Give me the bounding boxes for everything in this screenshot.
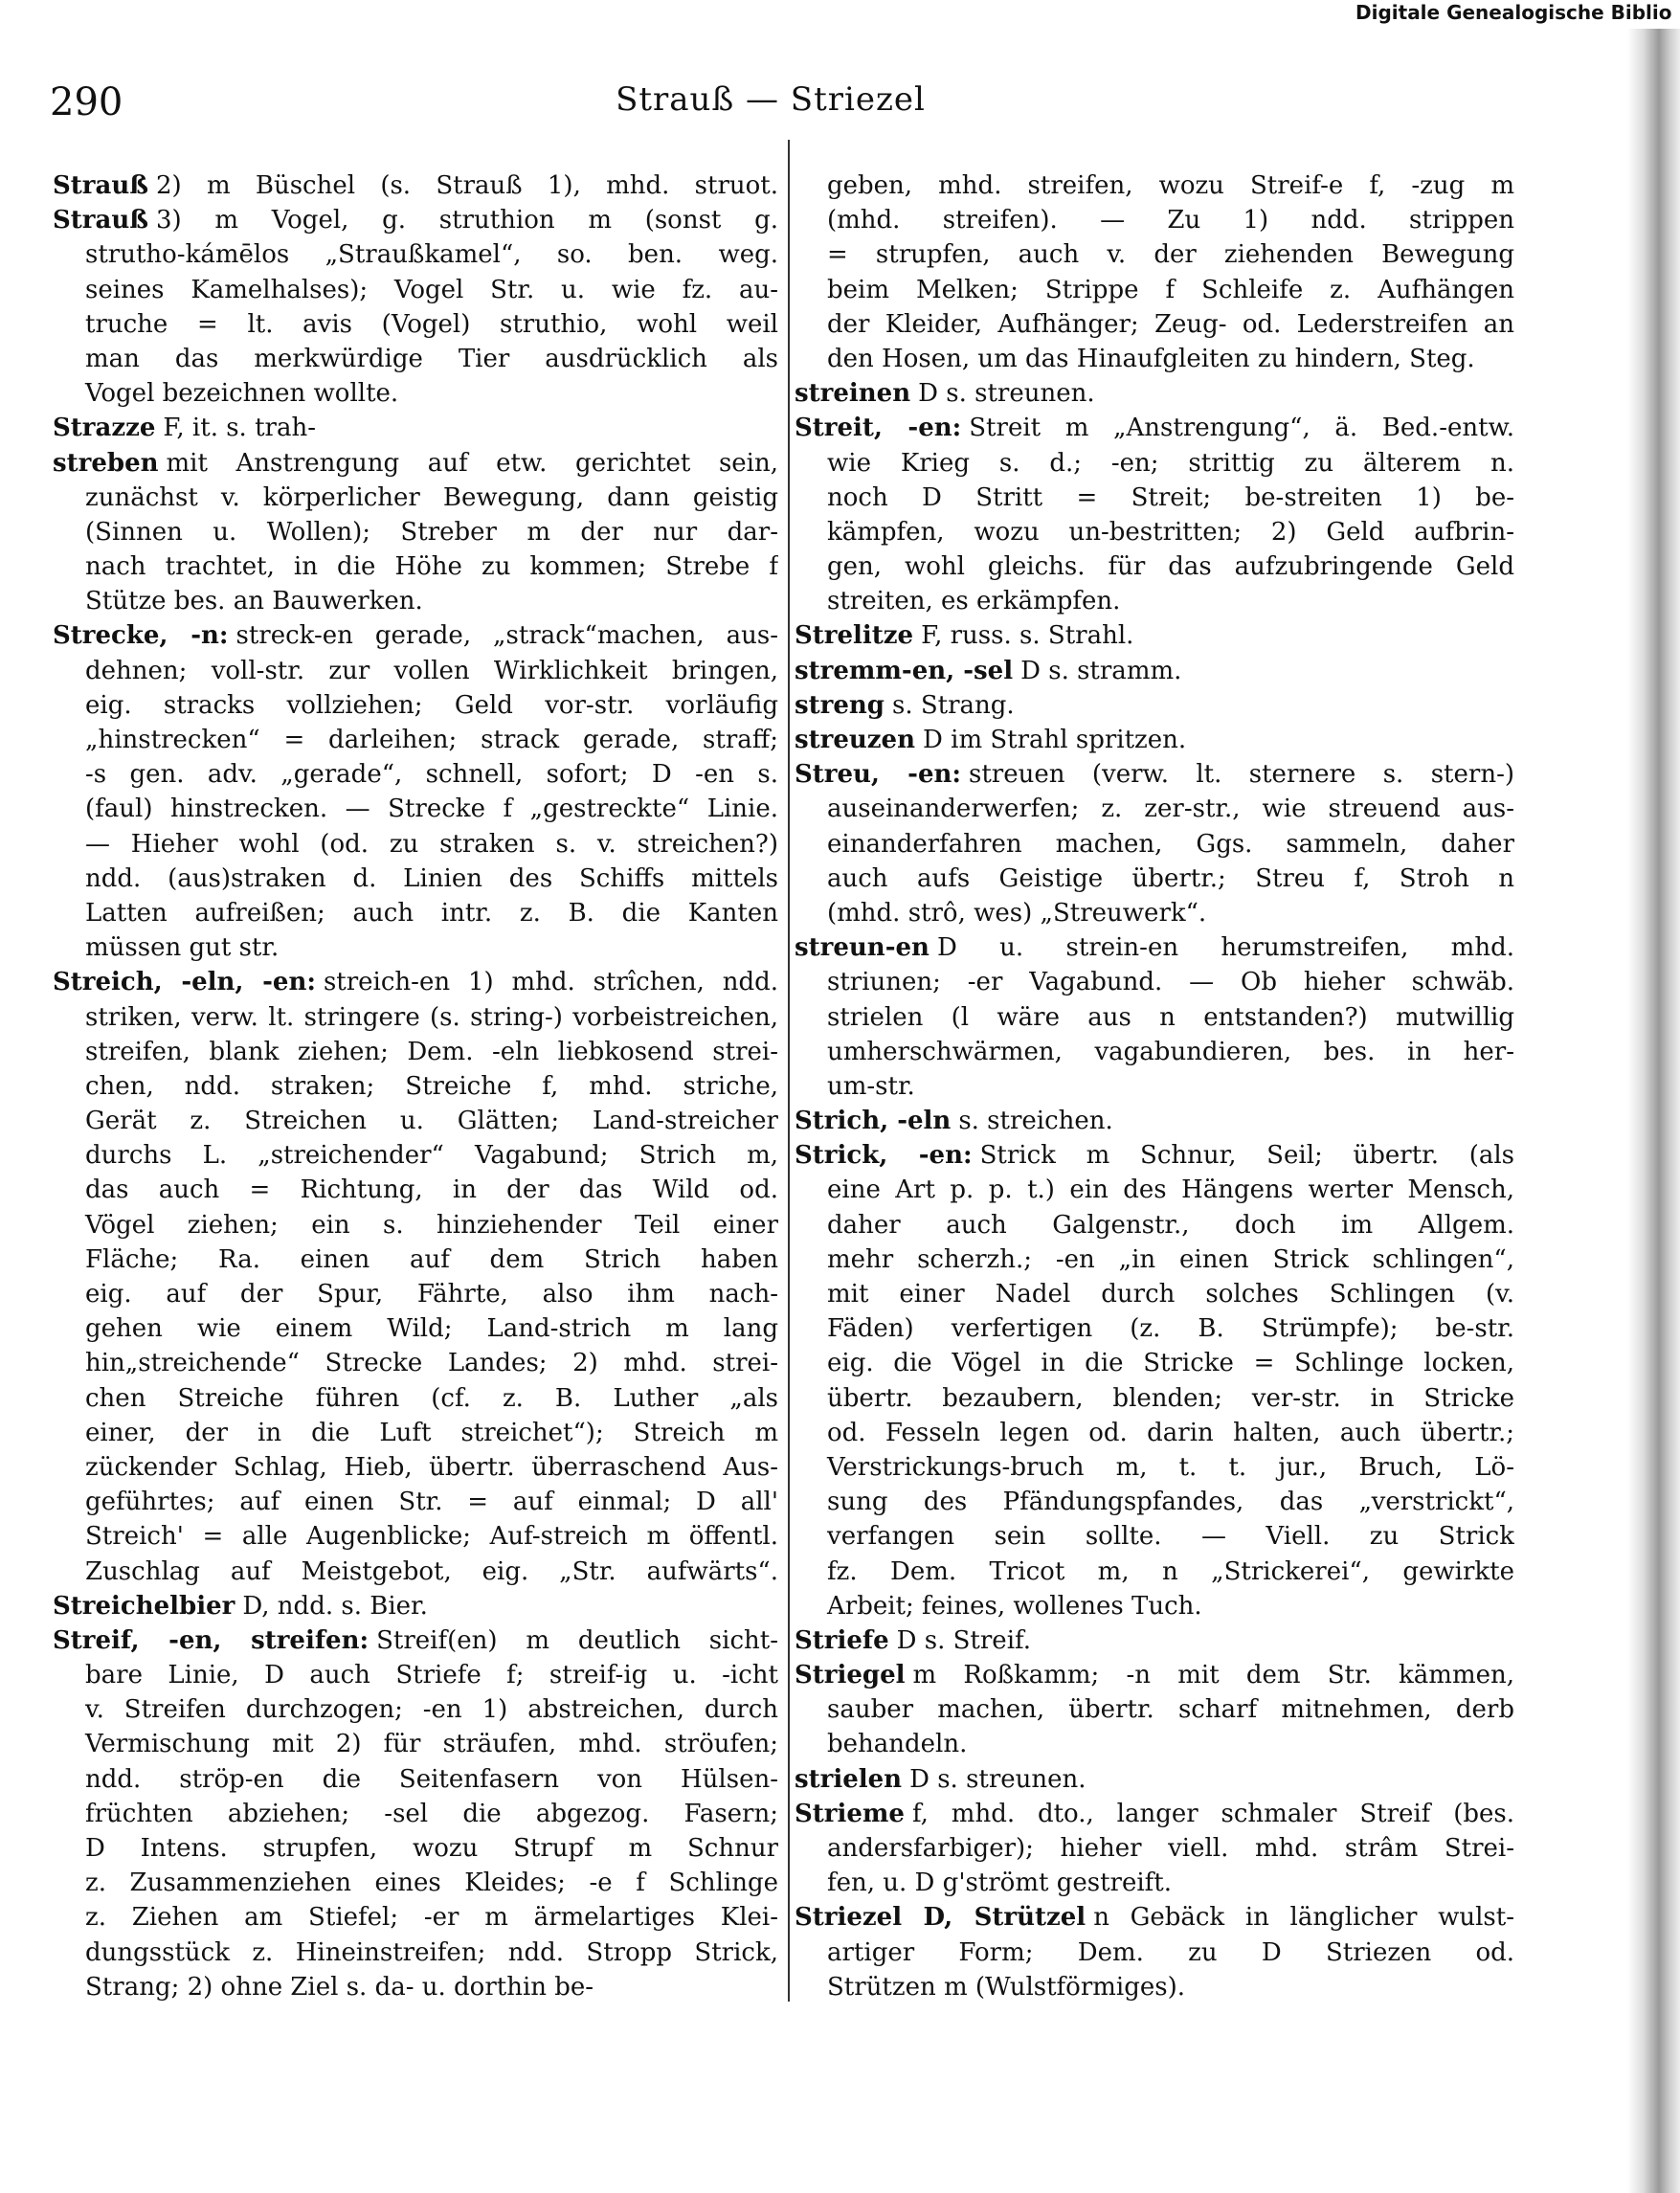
entry-text: gen, wohl gleichs. für das aufzubringende Geld xyxy=(827,552,1514,582)
headword: Strelitze xyxy=(795,621,914,651)
entry-text: n Gebäck in länglicher wulst- xyxy=(1093,1903,1514,1933)
entry-text: streuen (verw. lt. sternere s. stern-) xyxy=(969,760,1514,790)
dictionary-text-line xyxy=(795,307,1514,342)
entry-text: auch aufs Geistige übertr.; Streu f, Stroh n xyxy=(827,863,1514,893)
entry-text: Vögel ziehen; ein s. hinziehender Teil einer xyxy=(85,1210,778,1240)
entry-text: kämpfen, wozu un-bestritten; 2) Geld aufbrin- xyxy=(827,517,1514,547)
headword: Strick, -en: xyxy=(795,1141,973,1171)
headword: Striezel D, Strützel xyxy=(795,1903,1086,1933)
dictionary-text-line xyxy=(53,1762,778,1797)
entry-text: Vermischung mit 2) für sträufen, mhd. ströufen; xyxy=(85,1730,778,1759)
entry-text: sauber machen, übertr. scharf mitnehmen, derb xyxy=(827,1695,1514,1725)
dictionary-text-line xyxy=(53,515,778,549)
dictionary-entry-line xyxy=(795,723,1514,757)
entry-text: m Roßkamm; -n mit dem Str. kämmen, xyxy=(912,1661,1514,1690)
entry-text: (mhd. strô, wes) „Streuwerk“. xyxy=(827,898,1207,928)
dictionary-text-line xyxy=(795,1346,1514,1380)
dictionary-text-line xyxy=(795,1970,1514,2004)
dictionary-entry-line xyxy=(795,688,1514,723)
dictionary-text-line xyxy=(53,1692,778,1727)
entry-text: -s gen. adv. „gerade“, schnell, sofort; D -en s. xyxy=(85,760,778,790)
entry-text: mehr scherzh.; -en „in einen Strick schlingen“, xyxy=(827,1244,1514,1274)
headword: Striegel xyxy=(795,1661,906,1690)
entry-text: streiten, es erkämpfen. xyxy=(827,587,1121,616)
entry-text: strutho-kámēlos „Straußkamel“, so. ben. weg. xyxy=(85,240,778,270)
entry-text: ndd. (aus)straken d. Linien des Schiffs mittels xyxy=(85,863,778,893)
entry-text: umherschwärmen, vagabundieren, bes. in her- xyxy=(827,1037,1514,1066)
dictionary-entry-line xyxy=(53,168,778,203)
entry-text: v. Streifen durchzogen; -en 1) abstreichen, durch xyxy=(85,1695,778,1725)
dictionary-text-line xyxy=(53,1970,778,2004)
entry-text: Zuschlag auf Meistgebot, eig. „Str. aufwärts“. xyxy=(85,1556,778,1586)
dictionary-text-line xyxy=(53,1277,778,1311)
entry-text: einanderfahren machen, Ggs. sammeln, daher xyxy=(827,829,1514,859)
entry-text: Strick m Schnur, Seil; übertr. (als xyxy=(979,1141,1514,1171)
dictionary-text-line xyxy=(53,1727,778,1761)
dictionary-text-line xyxy=(795,862,1514,896)
dictionary-text-line xyxy=(53,1173,778,1207)
entry-text: od. Fesseln legen od. darin halten, auch übertr.; xyxy=(827,1418,1514,1447)
dictionary-entry-line xyxy=(795,930,1514,965)
dictionary-text-line xyxy=(53,688,778,723)
dictionary-entry-line xyxy=(795,618,1514,653)
dictionary-entry-line xyxy=(795,1658,1514,1692)
dictionary-text-line xyxy=(795,1173,1514,1207)
entry-text: wie Krieg s. d.; -en; strittig zu älterem n. xyxy=(827,448,1514,478)
dictionary-text-line xyxy=(795,1727,1514,1761)
dictionary-text-line xyxy=(795,1416,1514,1450)
dictionary-text-line xyxy=(53,896,778,930)
dictionary-entry-line xyxy=(795,1797,1514,1831)
dictionary-text-line xyxy=(795,584,1514,618)
dictionary-text-line xyxy=(53,1346,778,1380)
entry-text: der Kleider, Aufhänger; Zeug- od. Lederstreifen an xyxy=(827,309,1514,339)
dictionary-text-line xyxy=(795,1450,1514,1485)
dictionary-text-line xyxy=(795,1000,1514,1035)
dictionary-text-line xyxy=(795,237,1514,272)
entry-text: bare Linie, D auch Striefe f; streif-ig u. -icht xyxy=(85,1661,778,1690)
entry-text: eig. auf der Spur, Fährte, also ihm nach- xyxy=(85,1280,778,1309)
dictionary-text-line xyxy=(795,1381,1514,1416)
entry-text: Vogel bezeichnen wollte. xyxy=(85,379,399,409)
dictionary-entry-line xyxy=(53,411,778,445)
entry-text: mit Anstrengung auf etw. gerichtet sein, xyxy=(166,448,778,478)
dictionary-text-line xyxy=(795,1485,1514,1519)
dictionary-text-line xyxy=(53,1000,778,1035)
entry-text: Streich' = alle Augenblicke; Auf-streich m öffentl. xyxy=(85,1522,778,1552)
dictionary-text-line xyxy=(53,549,778,584)
entry-text: behandeln. xyxy=(827,1730,968,1759)
headword: streuzen xyxy=(795,726,916,754)
headword: streng xyxy=(795,690,885,720)
entry-text: beim Melken; Strippe f Schleife z. Aufhängen xyxy=(827,275,1514,304)
dictionary-text-line xyxy=(53,1104,778,1138)
entry-text: hin„streichende“ Strecke Landes; 2) mhd. strei- xyxy=(85,1349,778,1378)
entry-text: chen, ndd. straken; Streiche f, mhd. striche, xyxy=(85,1071,778,1101)
headword: Streif, -en, streifen: xyxy=(53,1625,370,1655)
entry-text: streck-en gerade, „strack“machen, aus- xyxy=(235,621,778,651)
headword: Striefe xyxy=(795,1625,889,1655)
dictionary-entry-line xyxy=(795,1762,1514,1797)
dictionary-text-line xyxy=(795,515,1514,549)
dictionary-entry-line xyxy=(53,203,778,237)
dictionary-text-line xyxy=(53,1555,778,1589)
entry-text: zunächst v. körperlicher Bewegung, dann geistig xyxy=(85,482,778,512)
dictionary-text-line xyxy=(795,1936,1514,1970)
entry-text: F, russ. s. Strahl. xyxy=(921,621,1134,651)
entry-text: D im Strahl spritzen. xyxy=(923,726,1187,754)
dictionary-text-line xyxy=(53,1242,778,1277)
entry-text: geben, mhd. streifen, wozu Streif-e f, -zug m xyxy=(827,171,1514,200)
entry-text: F, it. s. trah- xyxy=(163,414,316,443)
dictionary-text-line xyxy=(53,1936,778,1970)
dictionary-text-line xyxy=(795,1035,1514,1069)
dictionary-text-line xyxy=(795,342,1514,376)
dictionary-text-line xyxy=(53,930,778,965)
dictionary-entry-line xyxy=(795,376,1514,411)
entry-text: 3) m Vogel, g. struthion m (sonst g. xyxy=(156,206,778,235)
dictionary-entry-line xyxy=(53,618,778,653)
dictionary-text-line xyxy=(53,1658,778,1692)
headword: Strauß xyxy=(53,206,148,235)
entry-text: Stütze bes. an Bauwerken. xyxy=(85,587,423,616)
entry-text: auseinanderwerfen; z. zer-str., wie streuend aus- xyxy=(827,794,1514,824)
dictionary-text-line xyxy=(53,723,778,757)
entry-text: früchten abziehen; -sel die abgezog. Fasern; xyxy=(85,1799,778,1828)
entry-text: fz. Dem. Tricot m, n „Strickerei“, gewirkte xyxy=(827,1556,1514,1586)
entry-text: D Intens. strupfen, wozu Strupf m Schnur xyxy=(85,1834,778,1863)
dictionary-text-line xyxy=(53,1208,778,1242)
dictionary-text-line xyxy=(53,237,778,272)
dictionary-text-line xyxy=(53,792,778,826)
entry-text: durchs L. „streichender“ Vagabund; Strich m, xyxy=(85,1141,778,1171)
entry-text: (mhd. streifen). — Zu 1) ndd. strippen xyxy=(827,206,1514,235)
dictionary-text-line xyxy=(53,1900,778,1935)
dictionary-text-line xyxy=(795,792,1514,826)
dictionary-text-line xyxy=(53,342,778,376)
entry-text: artiger Form; Dem. zu D Striezen od. xyxy=(827,1937,1514,1967)
dictionary-text-line xyxy=(53,757,778,792)
entry-text: D s. streunen. xyxy=(918,379,1095,409)
entry-text: Strang; 2) ohne Ziel s. da- u. dorthin be- xyxy=(85,1972,594,2002)
dictionary-entry-line xyxy=(795,1104,1514,1138)
entry-text: Fäden) verfertigen (z. B. Strümpfe); be-str. xyxy=(827,1314,1514,1344)
dictionary-text-line xyxy=(795,481,1514,515)
headword: Streit, -en: xyxy=(795,414,962,443)
dictionary-entry-line xyxy=(53,446,778,481)
page-binding-edge xyxy=(1627,29,1680,2193)
entry-text: streifen, blank ziehen; Dem. -eln liebkosend strei- xyxy=(85,1037,778,1066)
entry-text: D s. streunen. xyxy=(909,1764,1086,1794)
entry-text: den Hosen, um das Hinaufgleiten zu hindern, Steg. xyxy=(827,344,1475,373)
entry-text: das auch = Richtung, in der das Wild od. xyxy=(85,1175,778,1205)
headword: Strecke, -n: xyxy=(53,621,229,651)
entry-text: (faul) hinstrecken. — Strecke f „gestreckte“ Linie. xyxy=(85,794,778,824)
headword: Streu, -en: xyxy=(795,760,961,790)
entry-text: Streif(en) m deutlich sicht- xyxy=(376,1625,778,1655)
dictionary-entry-line xyxy=(53,1623,778,1658)
dictionary-text-line xyxy=(53,1416,778,1450)
entry-text: eig. die Vögel in die Stricke = Schlinge locken, xyxy=(827,1349,1514,1378)
dictionary-text-line xyxy=(795,1277,1514,1311)
entry-text: Verstrickungs-bruch m, t. t. jur., Bruch, Lö- xyxy=(827,1452,1514,1482)
dictionary-text-line xyxy=(53,1519,778,1554)
dictionary-text-line xyxy=(795,1208,1514,1242)
entry-text: fen, u. D g'strömt gestreift. xyxy=(827,1869,1172,1898)
entry-text: f, mhd. dto., langer schmaler Streif (bes. xyxy=(911,1799,1514,1828)
entry-text: noch D Stritt = Streit; be-streiten 1) be- xyxy=(827,482,1514,512)
dictionary-text-line xyxy=(53,1381,778,1416)
dictionary-text-line xyxy=(53,273,778,307)
headword: streun-en xyxy=(795,933,930,963)
entry-text: D s. Streif. xyxy=(896,1625,1031,1655)
dictionary-text-line xyxy=(795,1242,1514,1277)
dictionary-text-line xyxy=(795,965,1514,999)
dictionary-text-line xyxy=(795,1866,1514,1900)
entry-text: 2) m Büschel (s. Strauß 1), mhd. struot. xyxy=(156,171,778,200)
dictionary-entry-line xyxy=(53,1589,778,1623)
entry-text: D, ndd. s. Bier. xyxy=(242,1591,428,1621)
entry-text: sung des Pfändungspfandes, das „verstrickt“, xyxy=(827,1488,1514,1517)
dictionary-text-line xyxy=(795,1519,1514,1554)
entry-text: Arbeit; feines, wollenes Tuch. xyxy=(827,1591,1202,1621)
entry-text: mit einer Nadel durch solches Schlingen (v. xyxy=(827,1280,1514,1309)
dictionary-text-line xyxy=(53,1485,778,1519)
dictionary-entry-line xyxy=(795,654,1514,688)
headword: streben xyxy=(53,448,159,478)
entry-text: daher auch Galgenstr., doch im Allgem. xyxy=(827,1210,1514,1240)
entry-text: dehnen; voll-str. zur vollen Wirklichkeit bringen, xyxy=(85,656,778,685)
dictionary-text-line xyxy=(795,1311,1514,1346)
headword: strielen xyxy=(795,1764,903,1794)
library-watermark: Digitale Genealogische Biblio xyxy=(1355,1,1672,24)
dictionary-text-line xyxy=(795,446,1514,481)
headword: streinen xyxy=(795,379,911,409)
dictionary-text-line xyxy=(53,1311,778,1346)
entry-text: Gerät z. Streichen u. Glätten; Land-streicher xyxy=(85,1107,778,1136)
left-column xyxy=(53,168,778,2004)
headword: Streichelbier xyxy=(53,1591,235,1621)
entry-text: einer, der in die Luft streichet“); Streich m xyxy=(85,1418,778,1447)
headword: Strich, -eln xyxy=(795,1107,952,1136)
dictionary-entry-line xyxy=(795,1900,1514,1935)
entry-text: strielen (l wäre aus n entstanden?) mutwillig xyxy=(827,1002,1514,1032)
entry-text: zückender Schlag, Hieb, übertr. überraschend Aus- xyxy=(85,1452,778,1482)
dictionary-text-line xyxy=(53,1831,778,1866)
entry-text: dungsstück z. Hineinstreifen; ndd. Stropp Strick, xyxy=(85,1937,778,1967)
entry-text: streich-en 1) mhd. strîchen, ndd. xyxy=(323,968,778,997)
entry-text: D s. stramm. xyxy=(1020,656,1182,685)
dictionary-text-line xyxy=(795,168,1514,203)
dictionary-text-line xyxy=(795,1555,1514,1589)
dictionary-text-line xyxy=(53,1069,778,1104)
entry-text: Streit m „Anstrengung“, ä. Bed.-entw. xyxy=(969,414,1514,443)
dictionary-text-line xyxy=(795,1831,1514,1866)
right-column xyxy=(795,168,1514,2004)
dictionary-entry-line xyxy=(795,1138,1514,1173)
dictionary-text-line xyxy=(53,1450,778,1485)
entry-text: man das merkwürdige Tier ausdrücklich als xyxy=(85,344,778,373)
headword: Strieme xyxy=(795,1799,905,1828)
page-number: 290 xyxy=(50,80,123,124)
dictionary-text-line xyxy=(795,203,1514,237)
dictionary-text-line xyxy=(795,1069,1514,1104)
entry-text: z. Ziehen am Stiefel; -er m ärmelartiges Klei- xyxy=(85,1903,778,1933)
dictionary-text-line xyxy=(53,827,778,862)
entry-text: chen Streiche führen (cf. z. B. Luther „als xyxy=(85,1383,778,1413)
entry-text: eig. stracks vollziehen; Geld vor-str. vorläufig xyxy=(85,690,778,720)
dictionary-text-line xyxy=(53,1797,778,1831)
dictionary-text-line xyxy=(53,1866,778,1900)
dictionary-text-line xyxy=(53,584,778,618)
entry-text: „hinstrecken“ = darleihen; strack gerade, straff; xyxy=(85,726,778,754)
dictionary-text-line xyxy=(53,307,778,342)
column-divider xyxy=(788,140,790,2002)
entry-text: = strupfen, auch v. der ziehenden Bewegung xyxy=(827,240,1514,270)
entry-text: gehen wie einem Wild; Land-strich m lang xyxy=(85,1314,778,1344)
dictionary-text-line xyxy=(53,862,778,896)
entry-text: geführtes; auf einen Str. = auf einmal; D all' xyxy=(85,1488,778,1517)
headword: Strazze xyxy=(53,414,156,443)
dictionary-text-line xyxy=(795,1692,1514,1727)
dictionary-entry-line xyxy=(795,757,1514,792)
entry-text: — Hieher wohl (od. zu straken s. v. streichen?) xyxy=(85,829,778,859)
entry-text: D u. strein-en herumstreifen, mhd. xyxy=(936,933,1514,963)
entry-text: nach trachtet, in die Höhe zu kommen; Strebe f xyxy=(85,552,778,582)
entry-text: übertr. bezaubern, blenden; ver-str. in Stricke xyxy=(827,1383,1514,1413)
dictionary-entry-line xyxy=(53,965,778,999)
dictionary-entry-line xyxy=(795,1623,1514,1658)
entry-text: s. streichen. xyxy=(958,1107,1113,1136)
headword: Streich, -eln, -en: xyxy=(53,968,316,997)
dictionary-text-line xyxy=(53,654,778,688)
dictionary-text-line xyxy=(795,827,1514,862)
entry-text: Latten aufreißen; auch intr. z. B. die Kanten xyxy=(85,898,778,928)
dictionary-text-line xyxy=(795,1589,1514,1623)
headword: Strauß xyxy=(53,171,148,200)
entry-text: striunen; -er Vagabund. — Ob hieher schwäb. xyxy=(827,968,1514,997)
dictionary-text-line xyxy=(53,1138,778,1173)
entry-text: Fläche; Ra. einen auf dem Strich haben xyxy=(85,1244,778,1274)
entry-text: müssen gut str. xyxy=(85,933,280,963)
dictionary-text-line xyxy=(795,549,1514,584)
entry-text: z. Zusammenziehen eines Kleides; -e f Schlinge xyxy=(85,1869,778,1898)
entry-text: eine Art p. p. t.) ein des Hängens werter Mensch, xyxy=(827,1175,1514,1205)
entry-text: andersfarbiger); hieher viell. mhd. strâm Strei- xyxy=(827,1834,1514,1863)
entry-text: truche = lt. avis (Vogel) struthio, wohl weil xyxy=(85,309,778,339)
dictionary-entry-line xyxy=(795,411,1514,445)
entry-text: ndd. ströp-en die Seitenfasern von Hülsen- xyxy=(85,1764,778,1794)
entry-text: Strützen m (Wulstförmiges). xyxy=(827,1972,1186,2002)
entry-text: striken, verw. lt. stringere (s. string-) vorbeistreichen, xyxy=(85,1002,778,1032)
dictionary-text-line xyxy=(795,273,1514,307)
entry-text: um-str. xyxy=(827,1071,915,1101)
dictionary-text-line xyxy=(53,376,778,411)
dictionary-text-line xyxy=(795,896,1514,930)
entry-text: seines Kamelhalses); Vogel Str. u. wie fz. au- xyxy=(85,275,778,304)
running-title: Strauß — Striezel xyxy=(616,80,926,119)
entry-text: (Sinnen u. Wollen); Streber m der nur dar- xyxy=(85,517,778,547)
entry-text: s. Strang. xyxy=(891,690,1015,720)
headword: stremm-en, -sel xyxy=(795,656,1014,685)
entry-text: verfangen sein sollte. — Viell. zu Strick xyxy=(827,1522,1514,1552)
dictionary-text-line xyxy=(53,481,778,515)
dictionary-text-line xyxy=(53,1035,778,1069)
